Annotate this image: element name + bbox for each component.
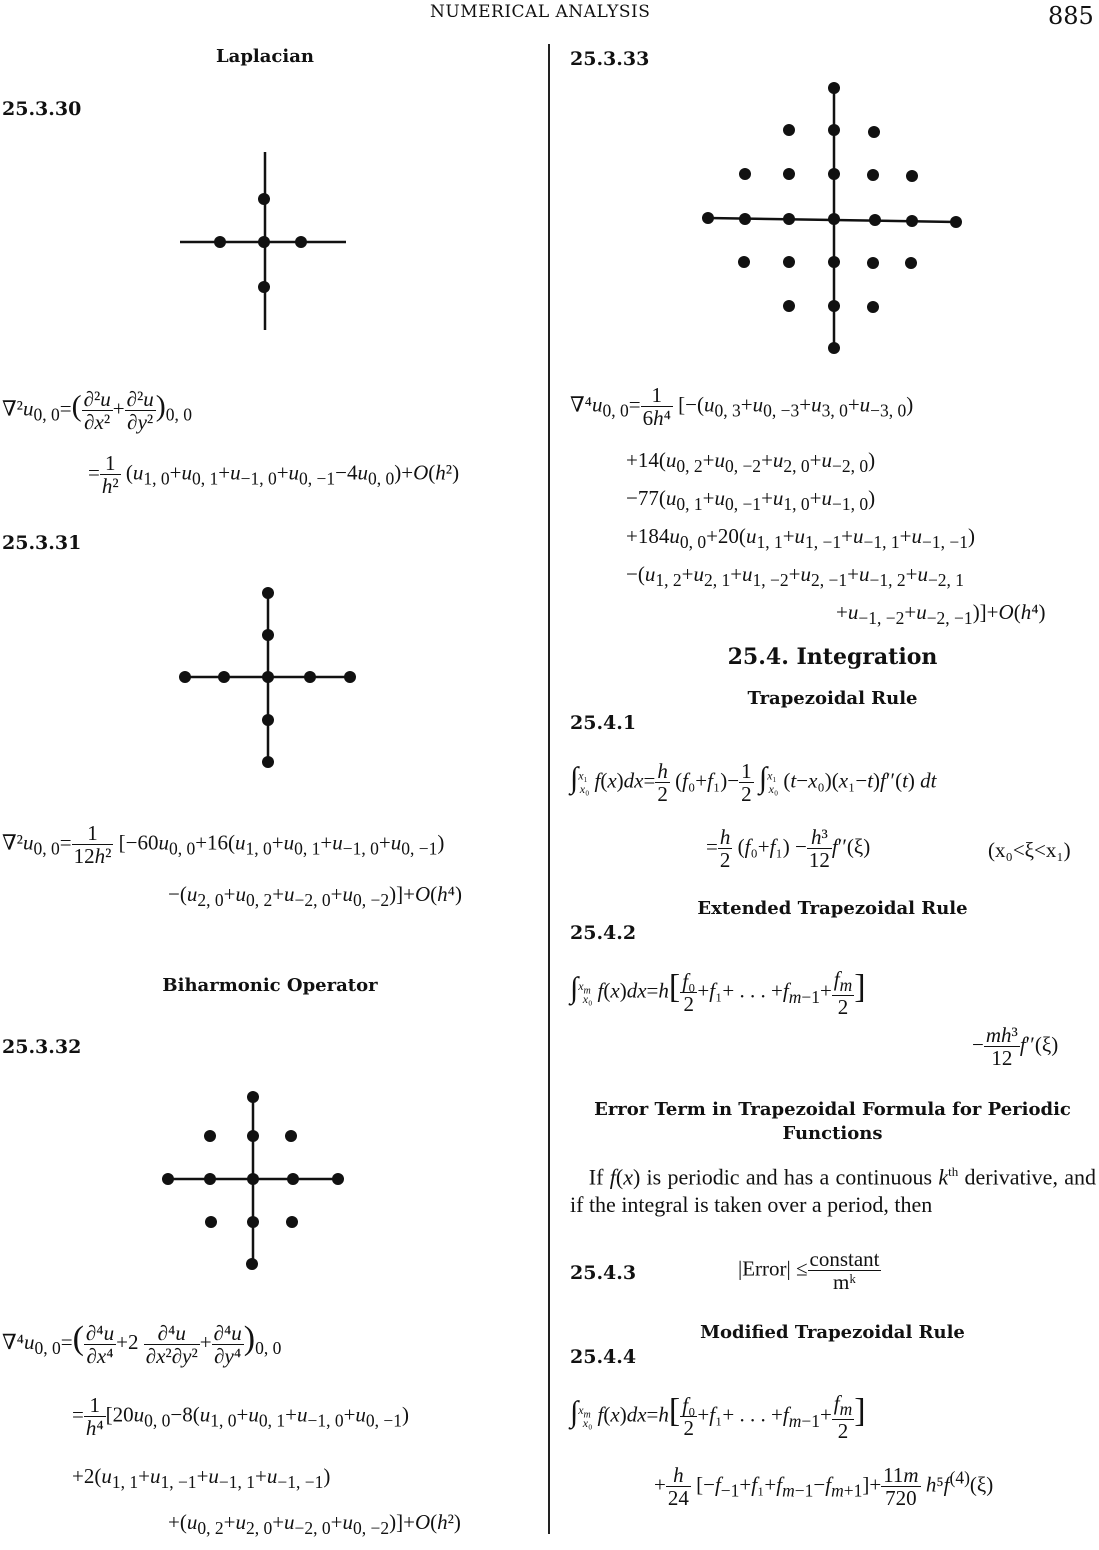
section-title-modified-trapezoidal: Modified Trapezoidal Rule [700, 1322, 965, 1343]
equation-25-3-33-line4: $+184u_{0, 0}+20(u_{1, 1}+u_{1, -1}+u_{-1, 1}+u_{-1, -1})$ [626, 524, 975, 553]
section-title-integration: 25.4. Integration [727, 644, 938, 670]
equation-25-3-32-line2: = $\frac{1}{\text{h⁴}}$ [$20u_{0, 0}-8(u_{1, 0}+u_{0, 1}+u_{-1, 0}+u_{0, -1})$ [72, 1393, 410, 1441]
eq-number-25-3-32: 25.3.32 [2, 1036, 82, 1058]
error-term-paragraph: If f(x) is periodic and has a continuous $k^{th}$ derivative, and if the integral is taken over a period, then [570, 1164, 1096, 1218]
equation-25-4-3 [738, 1248, 881, 1293]
equation-25-3-33-line5: $-(u_{1, 2}+u_{2, 1}+u_{1, -2}+u_{2, -1}+u_{-1, 2}+u_{-2, 1}$ [626, 562, 965, 591]
eq-number-25-4-4: 25.4.4 [570, 1346, 637, 1368]
eq-number-25-4-3: 25.4.3 [570, 1262, 637, 1284]
equation-25-3-33-line1: $\nabla^4u_{0, 0}=$ $\frac{1}{\text{6h⁴}}$ [$-(u_{0, 3}+u_{0, -3}+u_{3, 0}+u_{-3, 0})$ [570, 383, 914, 431]
equation-25-3-33-line3: $-77(u_{0, 1}+u_{0, -1}+u_{1, 0}+u_{-1, 0})$ [626, 486, 876, 515]
section-title-biharmonic: Biharmonic Operator [162, 975, 378, 996]
section-title-trapezoidal: Trapezoidal Rule [747, 688, 918, 709]
equation-25-4-4-line1: ∫$^{x_m}_{x_0}$ f(x)dx=h[ $\frac{\text{f₀}}{2}$ +f₁+ . . . $+f_{m-1}+$ $\frac{f_m}{2}$ ] [570, 1391, 866, 1443]
section-title-error-term: Error Term in Trapezoidal Formula for Periodic Functions [594, 1099, 1071, 1144]
running-title: NUMERICAL ANALYSIS [430, 2, 651, 22]
equation-25-4-2-line2: − $\frac{\text{mh³}}{12}$ f′′(ξ) [972, 1023, 1059, 1071]
section-title-extended-trapezoidal: Extended Trapezoidal Rule [697, 898, 968, 919]
equation-25-3-32-line1: $\nabla^4u_{0, 0}=$( $\frac{\text{∂⁴u}}{\text{∂x⁴}}$ +2 $\frac{\text{∂⁴u}}{\text{∂x²∂y²}}$ + $\frac{\text{∂⁴u}}{\text{∂y⁴}}$ )$_{0, 0}$ [2, 1320, 282, 1368]
equation-25-3-30-line1: $\nabla^2u_{0, 0}=$( $\frac{\text{∂²u}}{\text{∂x²}}$ + $\frac{\text{∂²u}}{\text{∂y²}}$ )$_{0, 0}$ [2, 387, 193, 435]
eq-number-25-3-31: 25.3.31 [2, 532, 82, 554]
equation-25-3-31-line2: $-(u_{2, 0}+u_{0, 2}+u_{-2, 0}+u_{0, -2})]+O(h^4)$ [168, 882, 462, 911]
page-number: 885 [1048, 2, 1094, 30]
equation-25-4-2-line1: ∫$^{x_m}_{x_0}$ f(x)dx=h[ $\frac{\text{f₀}}{2}$ +f₁+ . . . $+f_{m-1}+$ $\frac{f_m}{2}$ ] [570, 967, 866, 1019]
equation-25-3-30-line2: = $\frac{1}{\text{h²}}$ $(u_{1, 0}+u_{0, 1}+u_{-1, 0}+u_{0, -1}-4u_{0, 0})+O(h^2)$ [88, 451, 460, 499]
eq-number-25-3-33: 25.3.33 [570, 48, 650, 70]
equation-25-4-3-lhs: |Error| ≤ [738, 1256, 808, 1281]
eq-number-25-3-30: 25.3.30 [2, 98, 82, 120]
equation-25-4-3-denominator: mᵏ [833, 1270, 856, 1295]
equation-25-3-31-line1: $\nabla^2u_{0, 0}=$ $\frac{1}{\text{12h²}}$ [$-60u_{0, 0}+16(u_{1, 0}+u_{0, 1}+u_{-1, 0}+u_{0, -1})$ [2, 821, 445, 869]
equation-25-4-1-line2: = $\frac{h}{2}$ (f₀+f₁) − $\frac{\text{h³}}{12}$ f′′(ξ) [706, 825, 871, 873]
equation-25-4-1-condition: (x₀<ξ<x₁) [988, 838, 1071, 862]
equation-25-4-1-line1: ∫$^{x_1}_{x_0}$ f(x)dx= $\frac{h}{2}$ (f₀+f₁)− $\frac{1}{2}$ ∫$^{x_1}_{x_0}$ (t−x₀)(x₁−t)f′′(t) dt [570, 759, 937, 807]
equation-25-3-32-line4: $+(u_{0, 2}+u_{2, 0}+u_{-2, 0}+u_{0, -2})]+O(h^2)$ [168, 1510, 461, 1539]
equation-25-3-33-line6: $+u_{-1, -2}+u_{-2, -1})]+O(h^4)$ [836, 600, 1046, 629]
equation-25-4-4-line2: + $\frac{h}{24}$ $[-f_{-1}+f_1+f_{m-1}-f_{m+1}]+$ $\frac{11m}{720}$ $h^5f^{(4)}(\xi)$ [654, 1463, 994, 1511]
equation-25-4-3-numerator: constant [809, 1247, 880, 1271]
equation-25-3-33-line2: $+14(u_{0, 2}+u_{0, -2}+u_{2, 0}+u_{-2, 0})$ [626, 448, 876, 477]
equation-25-3-32-line3: $+2(u_{1, 1}+u_{1, -1}+u_{-1, 1}+u_{-1, -1})$ [72, 1464, 331, 1493]
eq-number-25-4-1: 25.4.1 [570, 712, 637, 734]
section-title-laplacian: Laplacian [216, 46, 314, 67]
eq-number-25-4-2: 25.4.2 [570, 922, 637, 944]
